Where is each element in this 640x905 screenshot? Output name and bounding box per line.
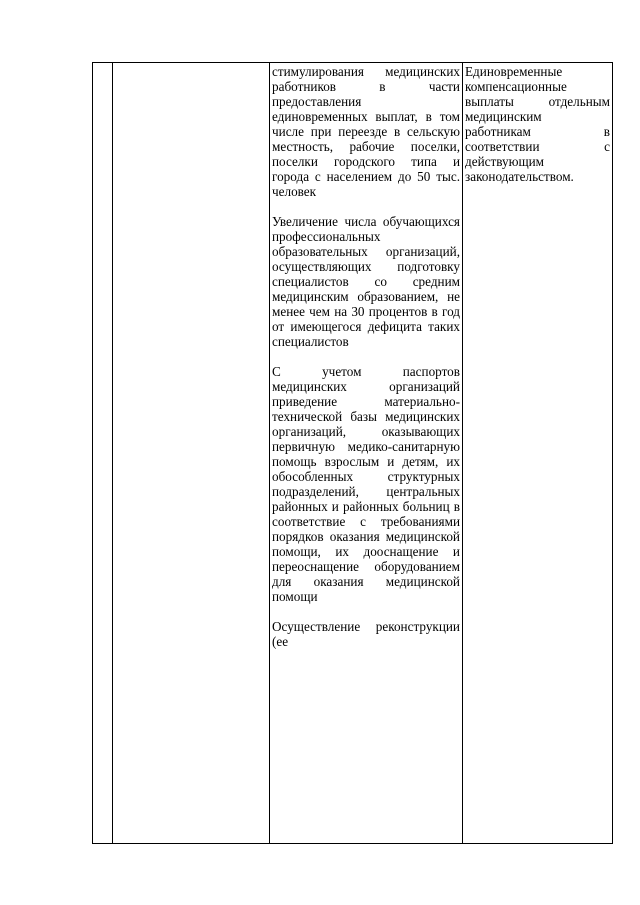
payments-cell xyxy=(463,63,613,844)
table-row xyxy=(93,63,613,844)
number-cell xyxy=(93,63,113,844)
name-cell xyxy=(113,63,270,844)
payments-text: Единовременные компенсационные выплаты отдельным медицинским работникам в соответствии с действующим законодательством. xyxy=(465,64,610,184)
measure-paragraph: Увеличение числа обучающихся профессиональных образовательных организаций, осуществляющих подготовку специалистов со средним медицинским образованием, не менее чем на 30 процентов в год от имеющегося дефицита таких специалистов xyxy=(272,214,460,349)
measures-table xyxy=(92,62,613,844)
measure-paragraph: Осуществление реконструкции (ее xyxy=(272,619,460,649)
measures-cell xyxy=(270,63,463,844)
measure-paragraph: стимулирования медицинских работников в части предоставления единовременных выплат, в том числе при переезде в сельскую местность, рабочие поселки, поселки городского типа и города с населением до 50 тыс. человек xyxy=(272,64,460,199)
measure-paragraph: С учетом паспортов медицинских организаций приведение материально-технической базы медицинских организаций, оказывающих первичную медико-санитарную помощь взрослым и детям, их обособленных структурных подразделений, центральных районных и районных больниц в соответствие с требованиями порядков оказания медицинской помощи, их дооснащение и переоснащение оборудованием для оказания медицинской помощи xyxy=(272,364,460,604)
